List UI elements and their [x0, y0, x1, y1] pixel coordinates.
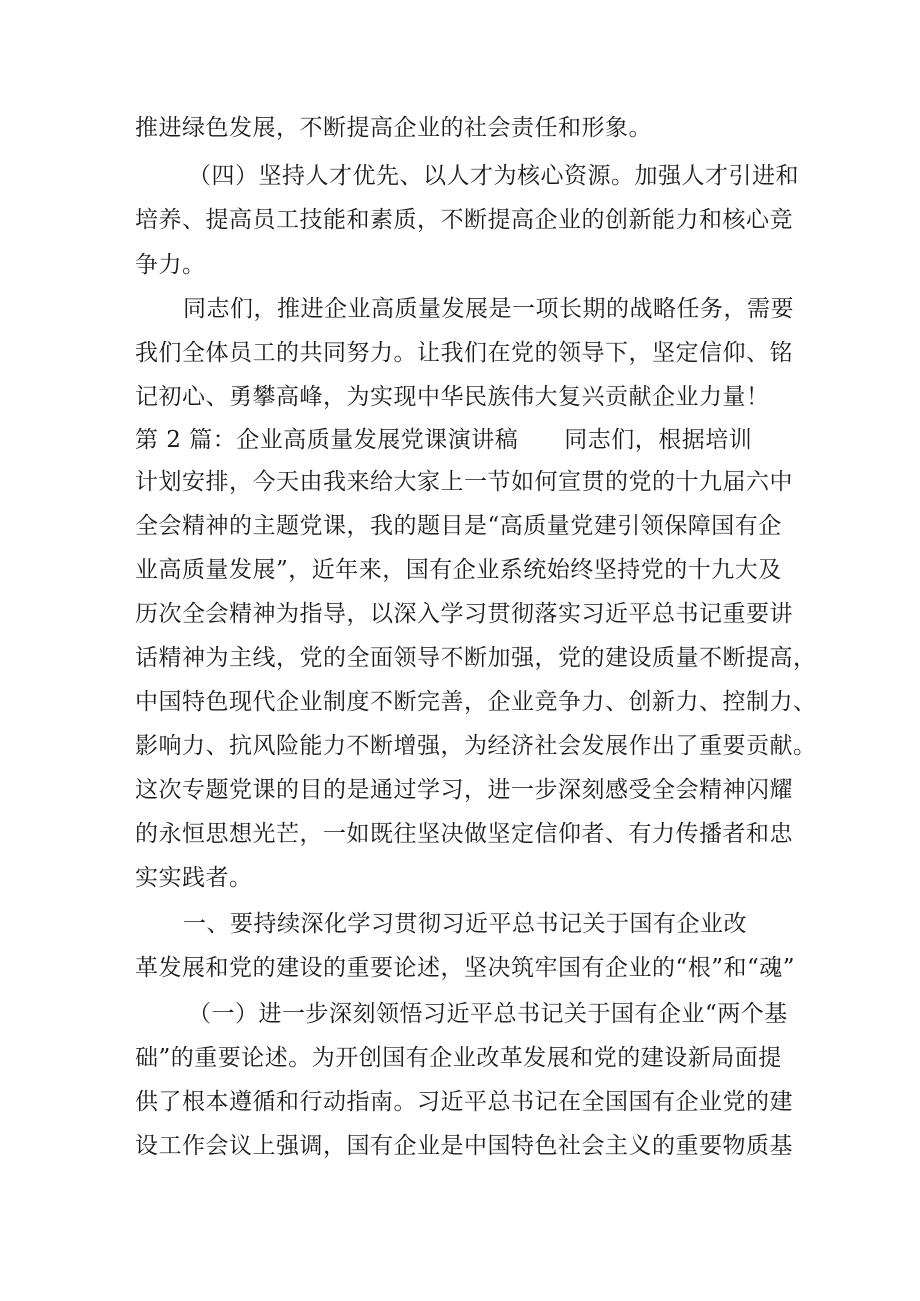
text-line: 影响力、抗风险能力不断增强，为经济社会发展作出了重要贡献。	[135, 733, 817, 759]
text-line: 革发展和党的建设的重要论述，坚决筑牢国有企业的“根”和“魂”	[135, 955, 796, 981]
heading-tail: 同志们，根据培训	[564, 427, 753, 453]
text-line: 一、要持续深化学习贯彻习近平总书记关于国有企业改	[183, 911, 747, 937]
text-line: 中国特色现代企业制度不断完善，企业竞争力、创新力、控制力、	[135, 689, 817, 715]
text-line: 设工作会议上强调，国有企业是中国特色社会主义的重要物质基	[135, 1133, 793, 1159]
text-line: 础”的重要论述。为开创国有企业改革发展和党的建设新局面提	[135, 1045, 782, 1071]
text-line: 计划安排，今天由我来给大家上一节如何宣贯的党的十九届六中	[135, 469, 793, 495]
text-line: 培养、提高员工技能和素质，不断提高企业的创新能力和核心竞	[135, 207, 793, 233]
text-line: 记初心、勇攀高峰，为实现中华民族伟大复兴贡献企业力量！	[135, 384, 770, 410]
text-line: 推进绿色发展，不断提高企业的社会责任和形象。	[135, 115, 652, 141]
text-line: 这次专题党课的目的是通过学习，进一步深刻感受全会精神闪耀	[135, 777, 793, 803]
text-line: 全会精神的主题党课，我的题目是“高质量党建引领保障国有企	[135, 513, 782, 539]
text-line: 同志们，推进企业高质量发展是一项长期的战略任务，需要	[183, 296, 794, 322]
text-line: 历次全会精神为指导，以深入学习贯彻落实习近平总书记重要讲	[135, 601, 793, 627]
heading-title: 第 2 篇：企业高质量发展党课演讲稿	[135, 427, 519, 453]
text-line: （四）坚持人才优先、以人才为核心资源。加强人才引进和	[188, 163, 799, 189]
text-line: 话精神为主线，党的全面领导不断加强，党的建设质量不断提高，	[135, 645, 817, 671]
text-line: 实实践者。	[135, 865, 253, 891]
text-line: 争力。	[135, 252, 206, 278]
text-line: 的永恒思想光芒，一如既往坚决做坚定信仰者、有力传播者和忠	[135, 821, 793, 847]
text-line: （一）进一步深刻领悟习近平总书记关于国有企业“两个基	[188, 1001, 788, 1027]
section-heading	[135, 425, 752, 455]
text-line: 我们全体员工的共同努力。让我们在党的领导下，坚定信仰、铭	[135, 340, 793, 366]
text-line: 业高质量发展”，近年来，国有企业系统始终坚持党的十九大及	[135, 557, 782, 583]
text-line: 供了根本遵循和行动指南。习近平总书记在全国国有企业党的建	[135, 1089, 793, 1115]
